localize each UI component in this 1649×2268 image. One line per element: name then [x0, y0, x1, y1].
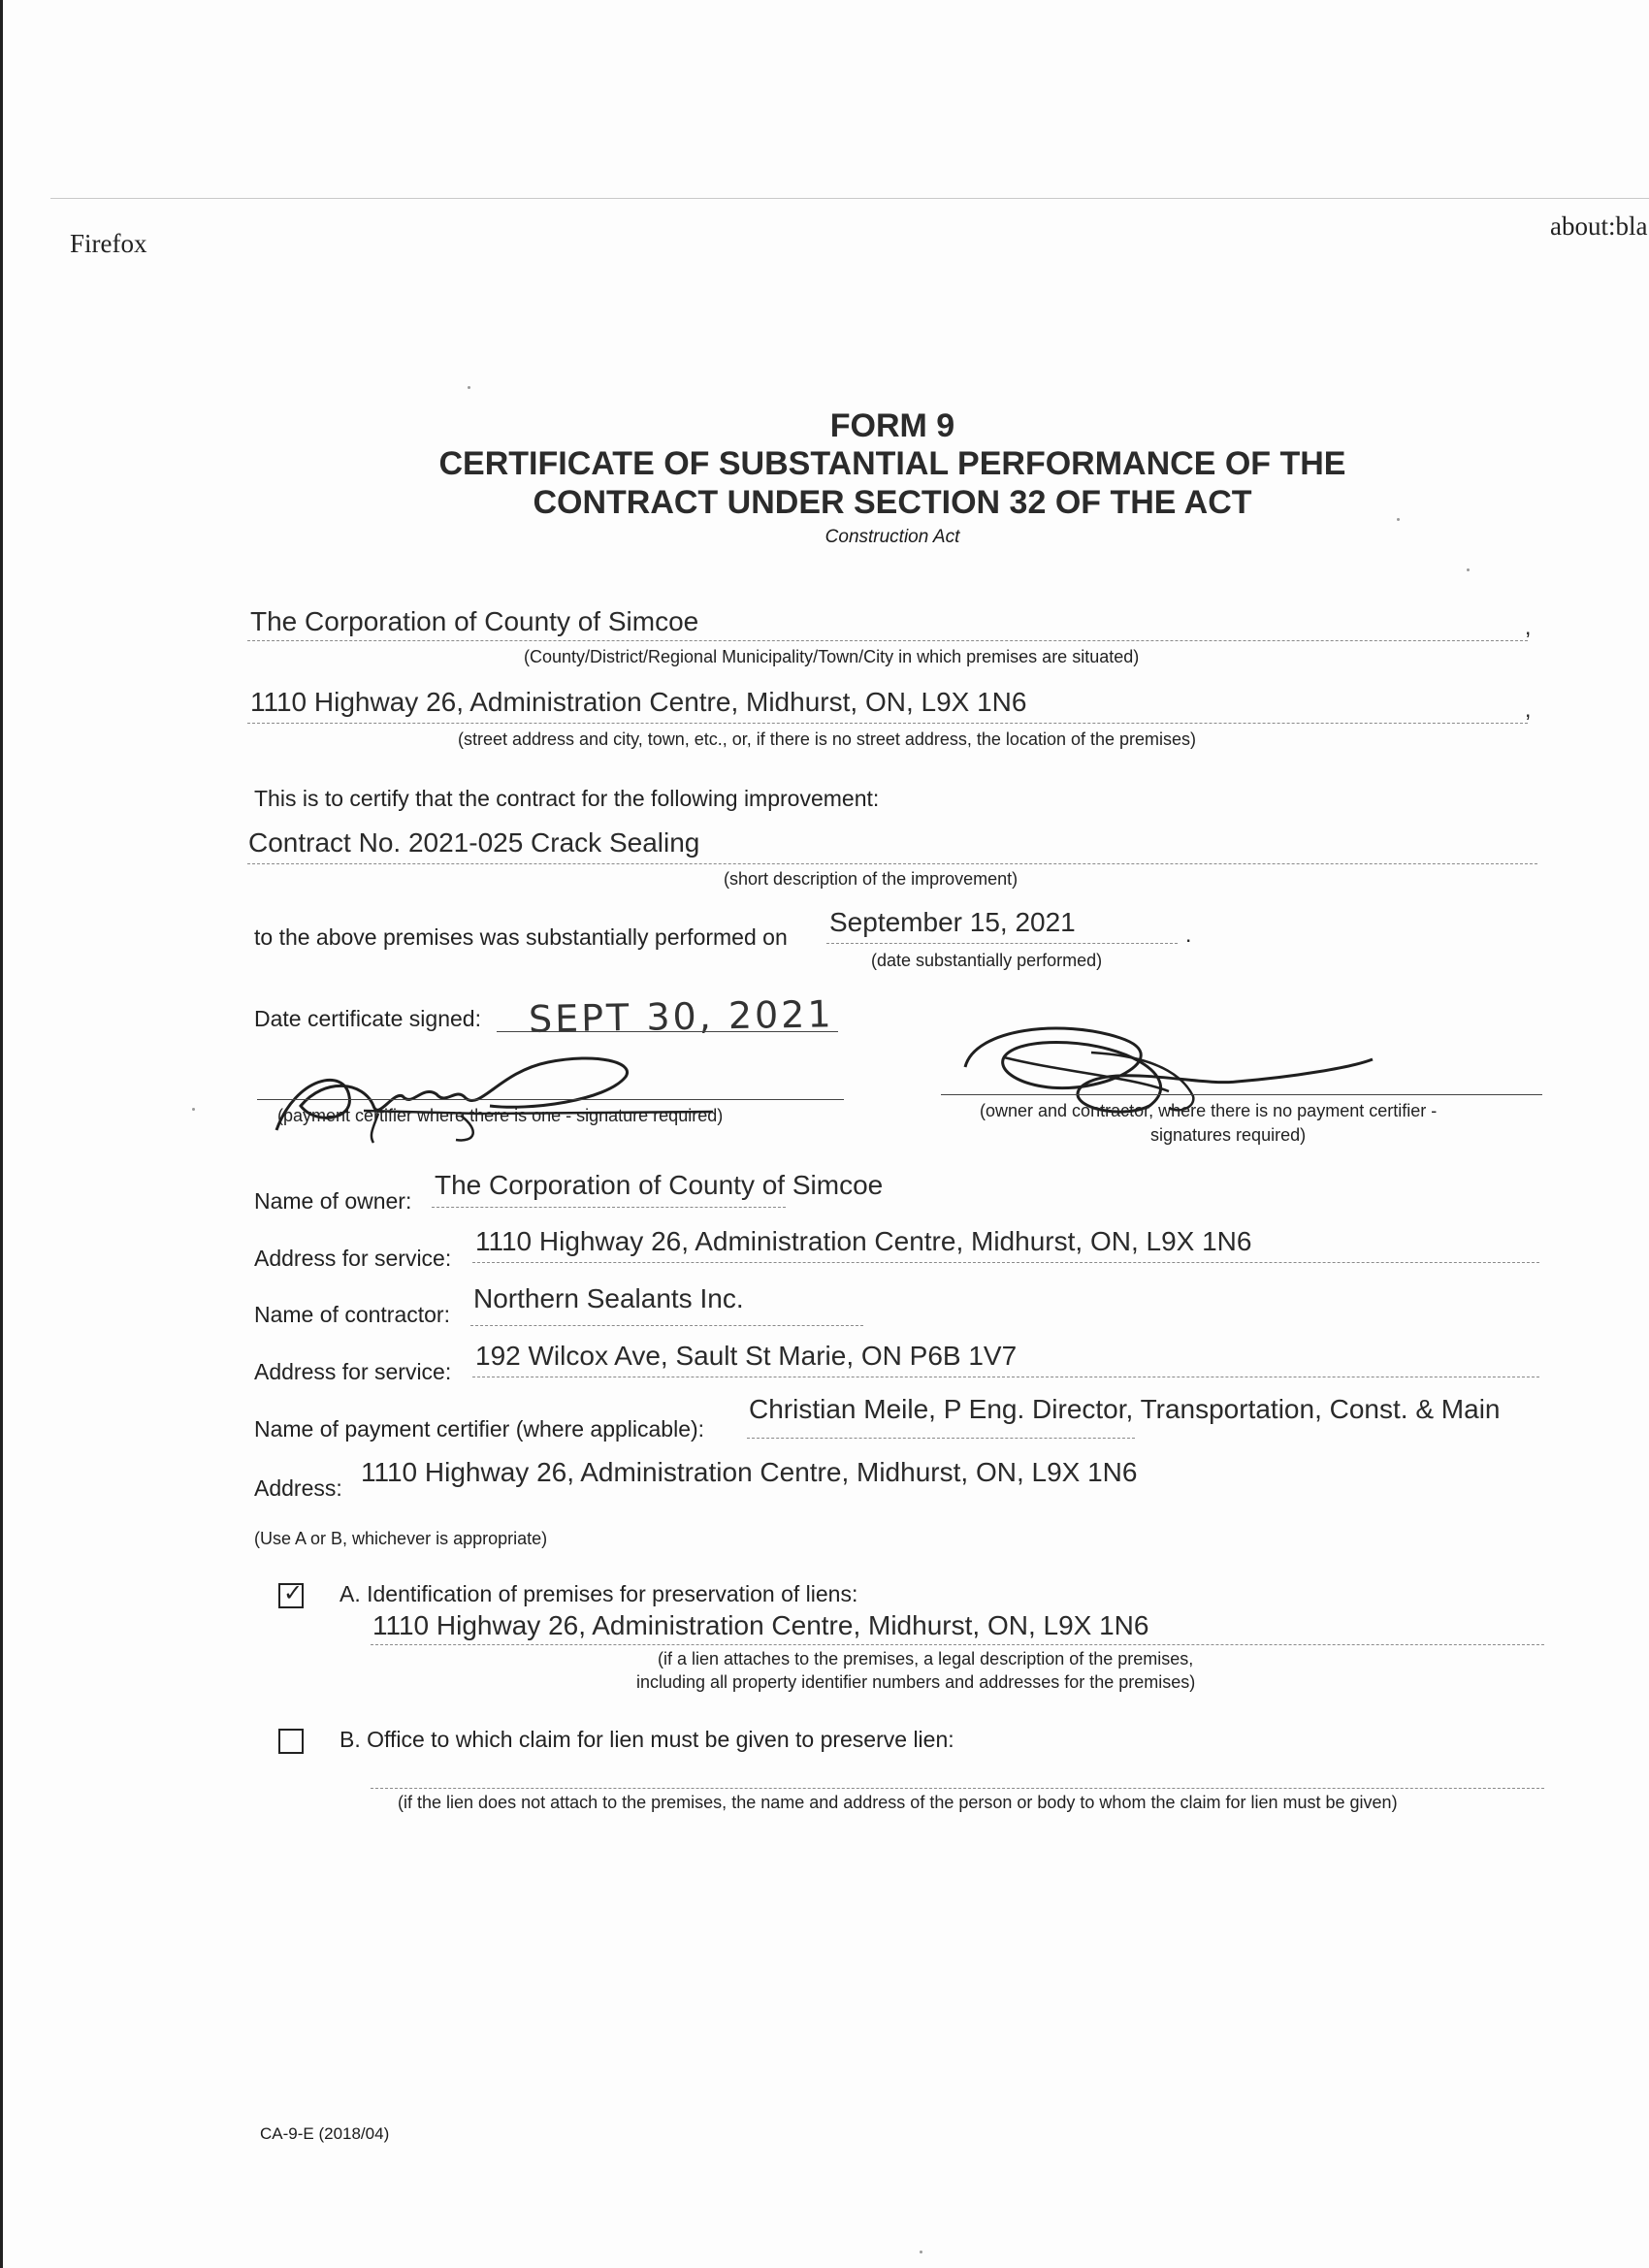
owner-sig-caption-line1: (owner and contractor, where there is no payment certifier -	[980, 1101, 1438, 1120]
certifier-address-label: Address:	[254, 1475, 342, 1501]
form-title-line2: CONTRACT UNDER SECTION 32 OF THE ACT	[533, 484, 1252, 521]
browser-name: Firefox	[70, 229, 147, 258]
option-b-label: B. Office to which claim for lien must be given to preserve lien:	[340, 1727, 954, 1752]
performed-line	[826, 943, 1178, 944]
contractor-line	[470, 1325, 863, 1326]
option-a-caption-line1: (if a lien attaches to the premises, a legal description of the premises,	[658, 1649, 1194, 1669]
performed-date: September 15, 2021	[829, 907, 1076, 937]
use-note: (Use A or B, whichever is appropriate)	[254, 1529, 548, 1548]
owner-line	[432, 1207, 786, 1208]
scan-edge	[0, 0, 3, 2268]
certifier-signature	[257, 1038, 742, 1145]
contractor-value: Northern Sealants Inc.	[473, 1283, 744, 1313]
municipality-value: The Corporation of County of Simcoe	[250, 606, 699, 636]
checkmark-icon: ✓	[283, 1580, 304, 1606]
certifier-sig-caption: (payment certifier where there is one - signature required)	[277, 1106, 724, 1125]
improvement-caption: (short description of the improvement)	[724, 869, 1018, 889]
option-a-value: 1110 Highway 26, Administration Centre, Midhurst, ON, L9X 1N6	[372, 1610, 1149, 1640]
form-number: FORM 9	[829, 407, 955, 444]
option-a-caption-line2: including all property identifier numbers and addresses for the premises)	[636, 1672, 1196, 1692]
premises-line	[247, 723, 1528, 724]
option-b-checkbox[interactable]	[278, 1729, 304, 1754]
contractor-address-value: 192 Wilcox Ave, Sault St Marie, ON P6B 1V7	[475, 1341, 1018, 1371]
owner-sig-caption-line2: signatures required)	[1150, 1125, 1307, 1145]
scan-speck	[1397, 518, 1400, 521]
owner-address-label: Address for service:	[254, 1246, 452, 1271]
scan-speck	[192, 1108, 195, 1111]
browser-url: about:bla	[1550, 211, 1648, 241]
act-name: Construction Act	[824, 527, 960, 547]
option-a-line	[371, 1644, 1544, 1645]
performed-caption: (date substantially performed)	[871, 951, 1103, 970]
contractor-address-label: Address for service:	[254, 1359, 452, 1384]
certifier-value: Christian Meile, P Eng. Director, Transportation, Const. & Main	[749, 1394, 1501, 1424]
contractor-label: Name of contractor:	[254, 1302, 450, 1327]
form-title-line1: CERTIFICATE OF SUBSTANTIAL PERFORMANCE OF THE	[438, 445, 1346, 482]
improvement-line	[247, 863, 1537, 864]
certify-text: This is to certify that the contract for the following improvement:	[254, 786, 880, 811]
municipality-line	[247, 640, 1528, 641]
premises-caption: (street address and city, town, etc., or, if there is no street address, the location of the premises)	[458, 729, 1197, 749]
certifier-line	[257, 1099, 844, 1100]
scan-speck	[920, 2251, 922, 2253]
signed-date-handwritten: SEPT 30, 2021	[528, 992, 834, 1041]
scan-speck	[468, 386, 470, 389]
performed-label: to the above premises was substantially performed on	[254, 924, 788, 950]
signed-label: Date certificate signed:	[254, 1006, 481, 1031]
premises-value: 1110 Highway 26, Administration Centre, Midhurst, ON, L9X 1N6	[250, 687, 1027, 717]
improvement-value: Contract No. 2021-025 Crack Sealing	[248, 827, 700, 858]
option-b-line	[371, 1788, 1544, 1789]
municipality-caption: (County/District/Regional Municipality/Town/City in which premises are situated)	[524, 647, 1140, 666]
owner-label: Name of owner:	[254, 1188, 412, 1214]
form-code: CA-9-E (2018/04)	[260, 2124, 390, 2143]
header-rule	[50, 198, 1649, 199]
owner-value: The Corporation of County of Simcoe	[435, 1170, 884, 1200]
certifier-label: Name of payment certifier (where applicable):	[254, 1416, 705, 1442]
signed-line	[497, 1031, 838, 1032]
option-a-checkbox[interactable]	[278, 1580, 304, 1608]
option-a-label: A. Identification of premises for preservation of liens:	[340, 1581, 858, 1606]
comma: ,	[1525, 614, 1532, 639]
owner-contractor-line	[941, 1094, 1542, 1095]
certifier-line	[747, 1438, 1135, 1439]
owner-address-line	[472, 1262, 1539, 1263]
comma: ,	[1525, 697, 1532, 722]
period: .	[1185, 922, 1192, 947]
owner-address-value: 1110 Highway 26, Administration Centre, Midhurst, ON, L9X 1N6	[475, 1226, 1252, 1256]
certifier-address-value: 1110 Highway 26, Administration Centre, Midhurst, ON, L9X 1N6	[361, 1457, 1138, 1487]
option-b-caption: (if the lien does not attach to the premises, the name and address of the person or body to whom the claim for lien must be given)	[398, 1793, 1398, 1812]
scan-speck	[1467, 568, 1470, 571]
